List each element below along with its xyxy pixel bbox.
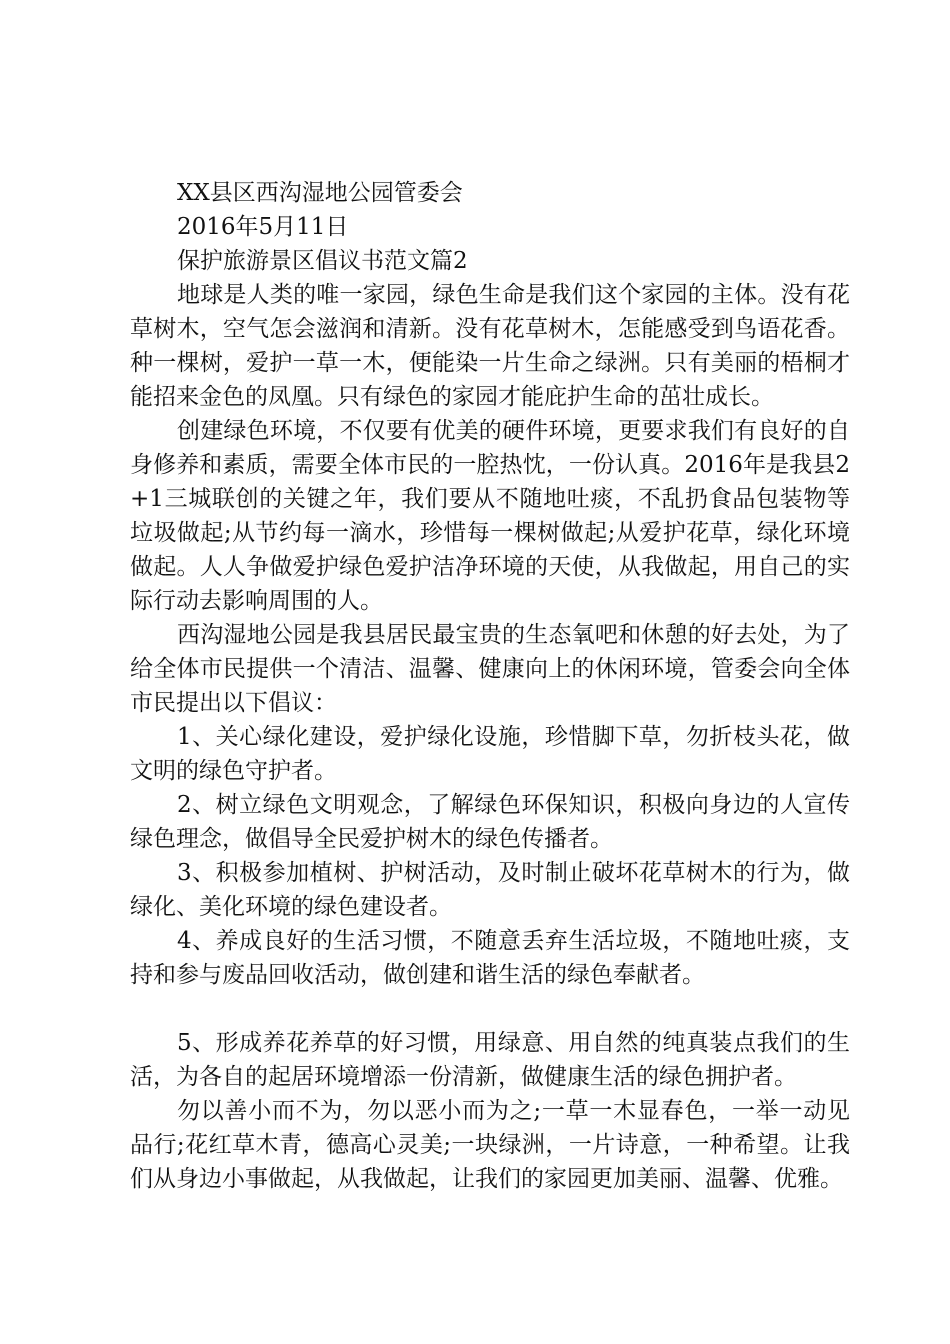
proposal-item-5: 5、形成养花养草的好习惯，用绿意、用自然的纯真装点我们的生活，为各自的起居环境增添一份清新，做健康生活的绿色拥护者。: [130, 1030, 850, 1090]
organization-name: XX县区西沟湿地公园管委会: [177, 180, 463, 206]
proposal-item-2: 2、树立绿色文明观念，了解绿色环保知识，积极向身边的人宣传绿色理念，做倡导全民爱护树木的绿色传播者。: [130, 792, 850, 852]
document-body: [130, 176, 850, 1196]
document-title: 保护旅游景区倡议书范文篇2: [177, 248, 468, 274]
proposal-item-3: 3、积极参加植树、护树活动，及时制止破坏花草树木的行为，做绿化、美化环境的绿色建设者。: [130, 860, 850, 920]
document-date: 2016年5月11日: [177, 214, 349, 240]
proposal-item-1: 1、关心绿化建设，爱护绿化设施，珍惜脚下草，勿折枝头花，做文明的绿色守护者。: [130, 724, 850, 784]
paragraph-proposal: 西沟湿地公园是我县居民最宝贵的生态氧吧和休憩的好去处，为了给全体市民提供一个清洁、温馨、健康向上的休闲环境，管委会向全体市民提出以下倡议：: [130, 622, 850, 716]
paragraph-closing: 勿以善小而不为，勿以恶小而为之;一草一木显春色，一举一动见品行;花红草木青，德高心灵美;一块绿洲，一片诗意，一种希望。让我们从身边小事做起，从我做起，让我们的家园更加美丽、温馨、优雅。: [130, 1098, 850, 1192]
paragraph-intro: 地球是人类的唯一家园，绿色生命是我们这个家园的主体。没有花草树木，空气怎会滋润和清新。没有花草树木，怎能感受到鸟语花香。种一棵树，爱护一草一木，便能染一片生命之绿洲。只有美丽的梧桐才能招来金色的凤凰。只有绿色的家园才能庇护生命的茁壮成长。: [130, 282, 850, 410]
proposal-item-4: 4、养成良好的生活习惯，不随意丢弃生活垃圾，不随地吐痰，支持和参与废品回收活动，做创建和谐生活的绿色奉献者。: [130, 928, 850, 988]
paragraph-green-environment: 创建绿色环境，不仅要有优美的硬件环境，更要求我们有良好的自身修养和素质，需要全体市民的一腔热忱，一份认真。2016年是我县2+1三城联创的关键之年，我们要从不随地吐痰，不乱扔食品包装物等垃圾做起;从节约每一滴水，珍惜每一棵树做起;从爱护花草，绿化环境做起。人人争做爱护绿色爱护洁净环境的天使，从我做起，用自己的实际行动去影响周围的人。: [130, 418, 850, 614]
blank-line: [130, 992, 850, 1026]
